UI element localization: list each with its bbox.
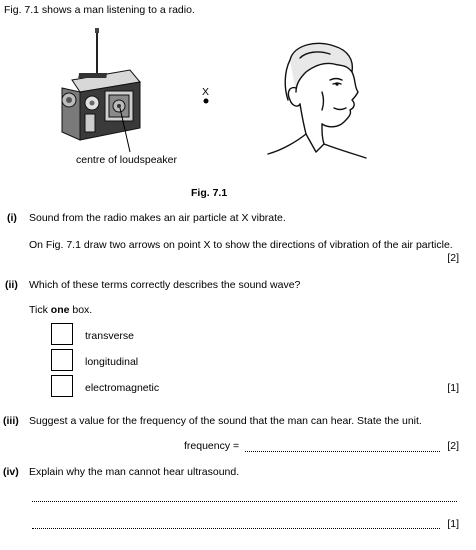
q-iv-number: (iv) <box>3 466 19 478</box>
figure-7-1 <box>0 0 476 200</box>
q-i-number: (i) <box>7 212 17 224</box>
q-iv-answer-line-1[interactable] <box>32 501 457 502</box>
q-iii-number: (iii) <box>3 415 19 427</box>
option-longitudinal: longitudinal <box>85 356 139 368</box>
radio-illustration <box>62 28 140 152</box>
q-ii-number: (ii) <box>5 279 18 291</box>
point-x-label: X <box>202 86 210 98</box>
q-iv-marks: [1] <box>447 518 459 530</box>
checkbox-longitudinal[interactable] <box>51 349 73 371</box>
loudspeaker-label: centre of loudspeaker <box>76 154 177 166</box>
option-transverse: transverse <box>85 330 135 342</box>
q-i-text1: Sound from the radio makes an air particle at X vibrate. <box>29 212 286 224</box>
checkbox-electromagnetic[interactable] <box>51 375 73 397</box>
q-iv-text: Explain why the man cannot hear ultrasound. <box>29 466 240 478</box>
option-electromagnetic: electromagnetic <box>85 382 160 394</box>
q-i-marks: [2] <box>447 252 459 264</box>
q-ii-marks: [1] <box>447 382 459 394</box>
intro-text: Fig. 7.1 shows a man listening to a radio. <box>4 4 195 16</box>
tick-instruction: Tick one box. <box>29 304 93 316</box>
q-ii-text: Which of these terms correctly describes the sound wave? <box>29 279 301 291</box>
man-illustration <box>268 43 366 158</box>
frequency-label: frequency = <box>184 440 240 452</box>
point-x-dot <box>204 99 209 104</box>
frequency-answer-line[interactable] <box>245 451 440 452</box>
figure-caption: Fig. 7.1 <box>191 187 228 199</box>
q-i-text2: On Fig. 7.1 draw two arrows on point X to show the directions of vibration of the air particle. <box>29 239 453 251</box>
q-iii-text: Suggest a value for the frequency of the sound that the man can hear. State the unit. <box>29 415 422 427</box>
checkbox-transverse[interactable] <box>51 323 73 345</box>
q-iv-answer-line-2[interactable] <box>32 528 440 529</box>
q-iii-marks: [2] <box>447 440 459 452</box>
